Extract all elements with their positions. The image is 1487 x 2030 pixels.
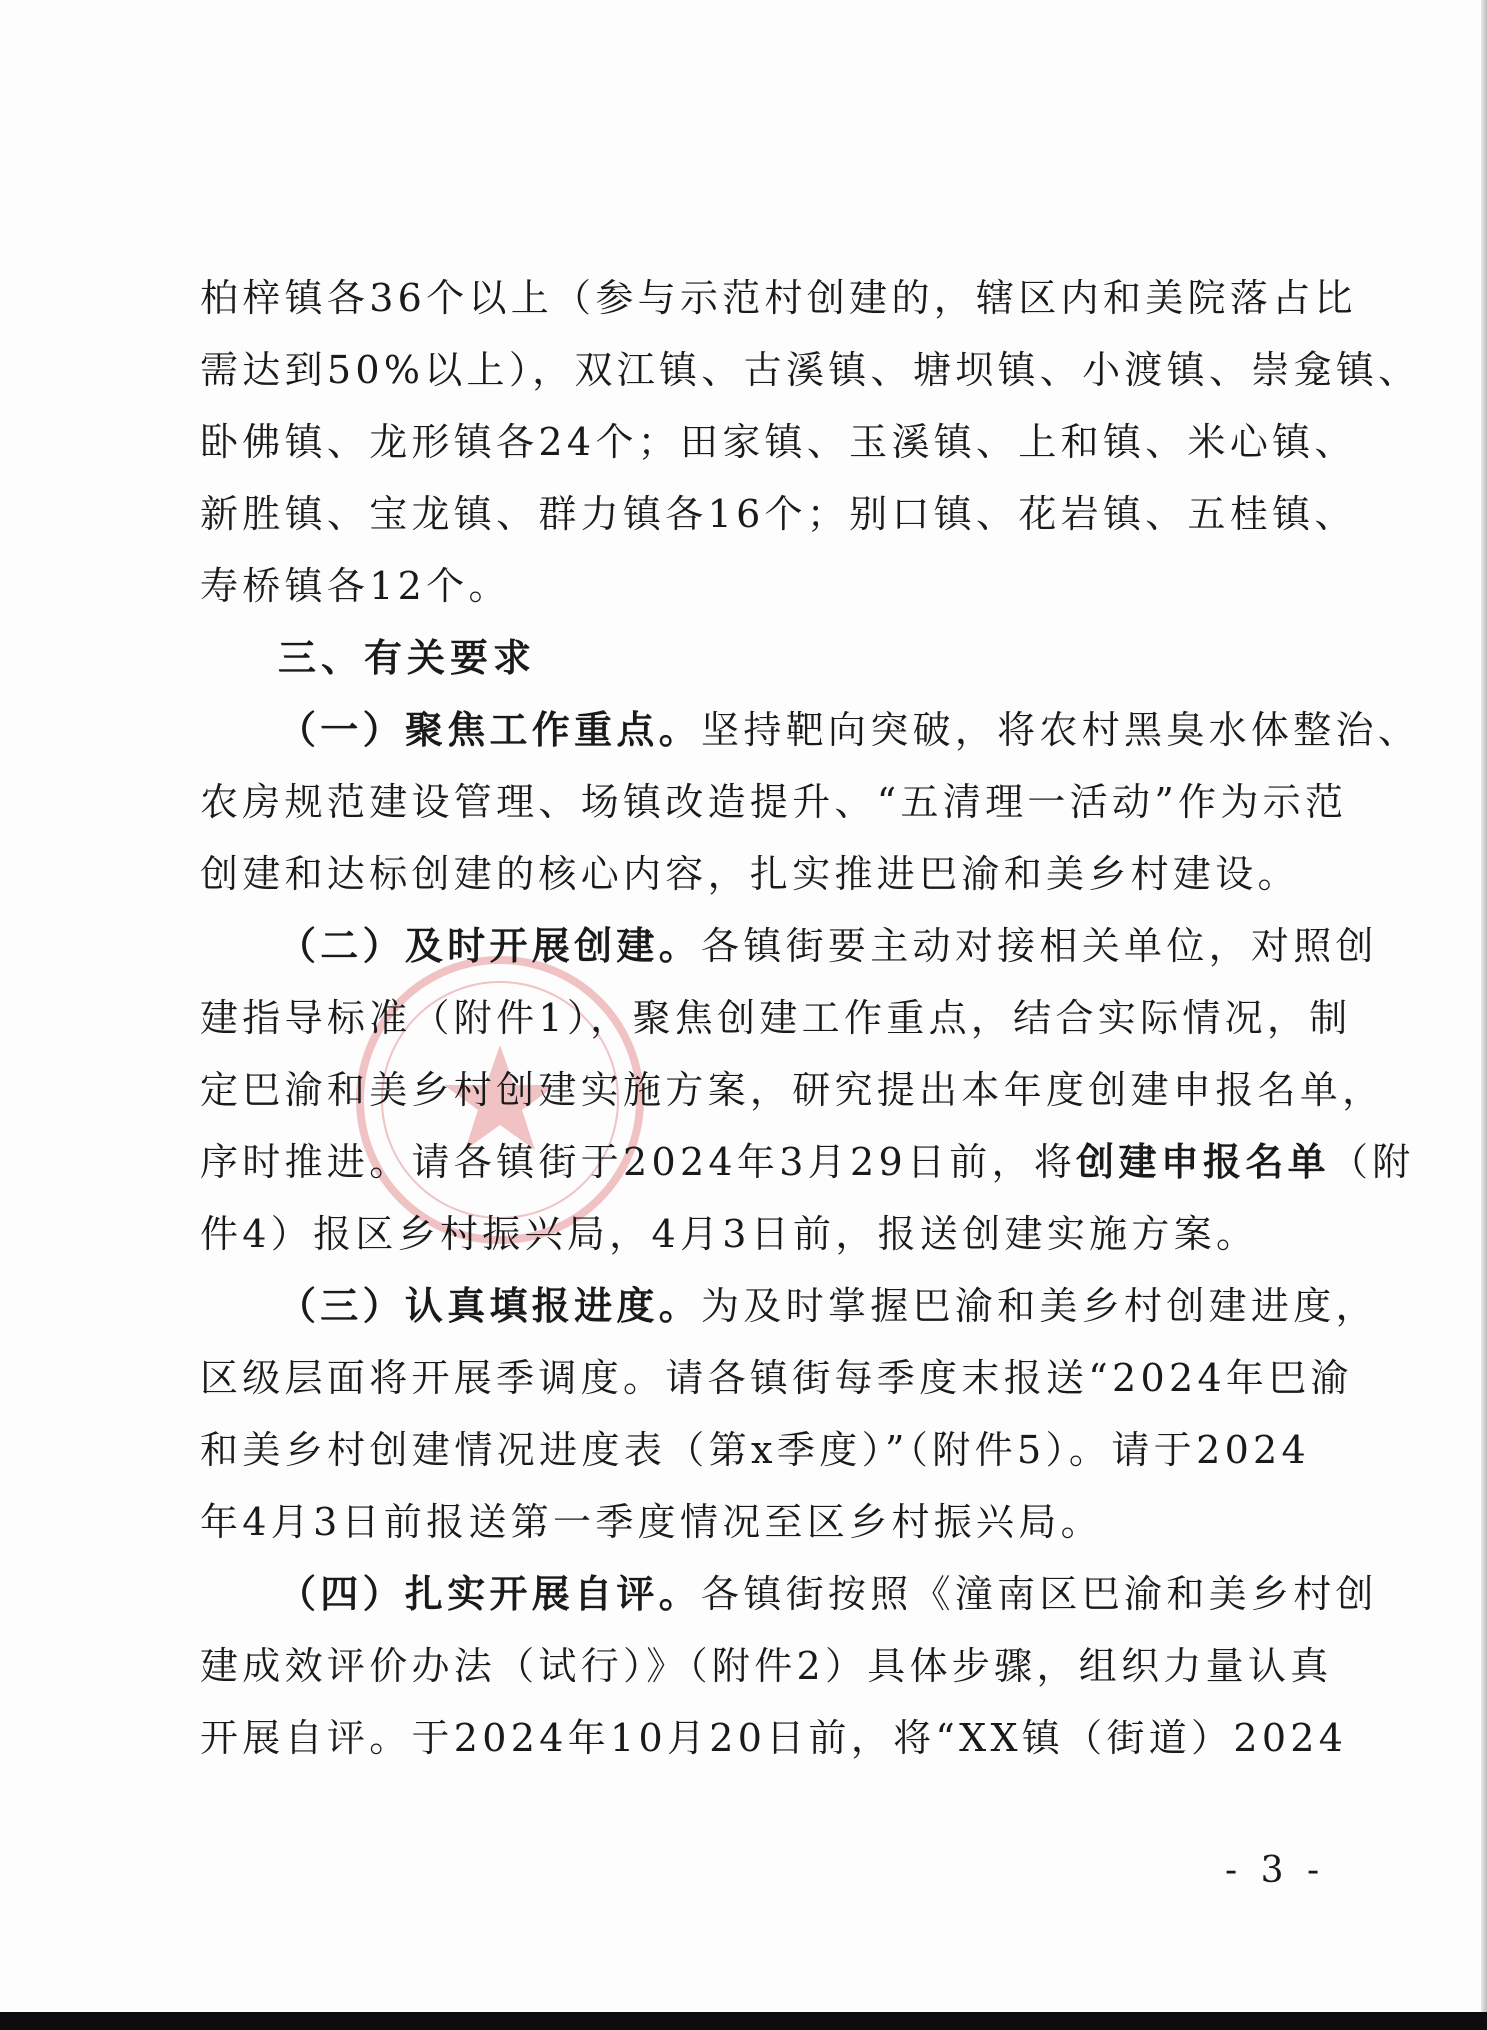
- paragraph-1-text: 坚持靶向突破，将农村黑臭水体整治、: [701, 708, 1421, 752]
- paragraph-2-text: 各镇街要主动对接相关单位，对照创: [701, 924, 1378, 968]
- text-line-17: 和美乡村创建情况进度表（第x季度）”（附件5）。请于2024: [200, 1428, 1310, 1472]
- section-heading: 三、有关要求: [278, 636, 537, 680]
- text-line-20: 建成效评价办法（试行）》（附件2）具体步骤，组织力量认真: [200, 1644, 1333, 1688]
- page-number: - 3 -: [1225, 1850, 1326, 1891]
- text-line-13: [200, 1126, 1415, 1198]
- paragraph-3-heading: （三）认真填报进度。: [278, 1284, 702, 1328]
- scan-edge-shadow: [1481, 0, 1487, 2030]
- paragraph-2-start: [200, 910, 1378, 982]
- text-line-1: 柏梓镇各36个以上（参与示范村创建的，辖区内和美院落占比: [200, 276, 1357, 320]
- text-line-8: 农房规范建设管理、场镇改造提升、“五清理一活动”作为示范: [200, 780, 1348, 824]
- text-line-12: 定巴渝和美乡村创建实施方案，研究提出本年度创建申报名单，: [200, 1068, 1385, 1112]
- paragraph-4-heading: （四）扎实开展自评。: [278, 1572, 702, 1616]
- text-line-13-post: （附: [1329, 1140, 1415, 1184]
- text-line-4: 新胜镇、宝龙镇、群力镇各16个；别口镇、花岩镇、五桂镇、: [200, 492, 1357, 536]
- text-line-11: 建指导标准（附件1），聚焦创建工作重点，结合实际情况，制: [200, 996, 1352, 1040]
- paragraph-3-start: [200, 1270, 1378, 1342]
- text-line-18: 年4月3日前报送第一季度情况至区乡村振兴局。: [200, 1500, 1103, 1544]
- text-line-13-pre: 序时推进。请各镇街于2024年3月29日前，将: [200, 1140, 1077, 1184]
- text-line-2: 需达到50%以上），双江镇、古溪镇、塘坝镇、小渡镇、崇龛镇、: [200, 348, 1421, 392]
- application-list-emphasis: 创建申报名单: [1076, 1140, 1330, 1184]
- paragraph-2-heading: （二）及时开展创建。: [278, 924, 702, 968]
- text-line-5: 寿桥镇各12个。: [200, 564, 511, 608]
- text-line-9: 创建和达标创建的核心内容，扎实推进巴渝和美乡村建设。: [200, 852, 1300, 896]
- text-line-14: 件4）报区乡村振兴局，4月3日前，报送创建实施方案。: [200, 1212, 1259, 1256]
- text-line-21: 开展自评。于2024年10月20日前，将“XX镇（街道）2024: [200, 1716, 1348, 1760]
- paragraph-3-text: 为及时掌握巴渝和美乡村创建进度，: [701, 1284, 1378, 1328]
- paragraph-4-start: [200, 1558, 1378, 1630]
- paragraph-1-heading: （一）聚焦工作重点。: [278, 708, 702, 752]
- body-text: [200, 262, 1421, 1774]
- paragraph-4-text: 各镇街按照《潼南区巴渝和美乡村创: [701, 1572, 1378, 1616]
- scan-bottom-border: [0, 2012, 1487, 2030]
- text-line-16: 区级层面将开展季调度。请各镇街每季度末报送“2024年巴渝: [200, 1356, 1353, 1400]
- text-line-3: 卧佛镇、龙形镇各24个；田家镇、玉溪镇、上和镇、米心镇、: [200, 420, 1357, 464]
- paragraph-1-start: [200, 694, 1421, 766]
